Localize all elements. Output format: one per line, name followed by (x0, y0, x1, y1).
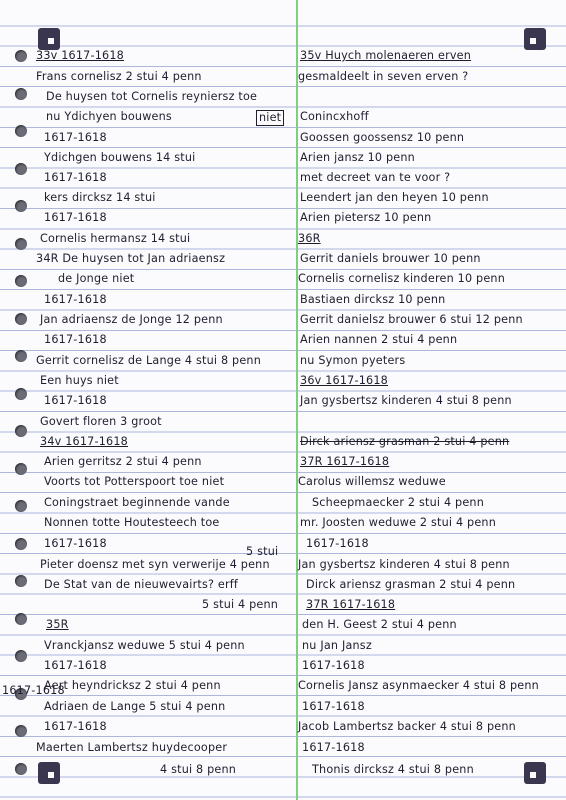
handwritten-line: Cornelis Jansz asynmaecker 4 stui 8 penn (298, 679, 539, 692)
handwritten-line: 37R 1617-1618 (300, 455, 390, 468)
punch-hole-icon (15, 650, 27, 662)
handwritten-line: Aert heyndricksz 2 stui 4 penn (44, 679, 221, 692)
handwritten-line: de Jonge niet (58, 272, 135, 285)
handwritten-line: nu Ydichyen bouwens (46, 110, 172, 123)
handwritten-line: Goossen goossensz 10 penn (300, 131, 465, 144)
punch-hole-icon (15, 575, 27, 587)
handwritten-line: 4 stui 8 penn (160, 763, 237, 776)
handwritten-line: Carolus willemsz weduwe (298, 475, 446, 488)
handwritten-line: 1617-1618 (44, 394, 107, 407)
handwritten-line: Adriaen de Lange 5 stui 4 penn (44, 700, 226, 713)
handwritten-line: 1617-1618 (44, 171, 107, 184)
handwritten-line: nu Symon pyeters (300, 354, 406, 367)
handwritten-line: Bastiaen dircksz 10 penn (300, 293, 446, 306)
handwritten-line: Coningstraet beginnende vande (44, 496, 230, 509)
handwritten-line: Een huys niet (40, 374, 119, 387)
punch-hole-icon (15, 538, 27, 550)
punch-hole-icon (15, 163, 27, 175)
handwritten-line: 37R 1617-1618 (306, 598, 396, 611)
handwritten-line: 5 stui (246, 545, 279, 558)
punch-hole-icon (15, 425, 27, 437)
handwritten-line: Jan gysbertsz kinderen 4 stui 8 penn (300, 394, 512, 407)
handwritten-line: Dirck ariensz grasman 2 stui 4 penn (306, 578, 516, 591)
handwritten-line: 34v 1617-1618 (40, 435, 128, 448)
handwritten-line: 1617-1618 (44, 131, 107, 144)
handwritten-line: Arien nannen 2 stui 4 penn (300, 333, 458, 346)
handwritten-line: met decreet van te voor ? (300, 171, 451, 184)
handwritten-line: Pieter doensz met syn verwerije 4 penn (40, 558, 270, 571)
handwritten-line: Jan adriaensz de Jonge 12 penn (40, 313, 223, 326)
handwritten-line: 1617-1618 (2, 684, 65, 697)
punch-hole-icon (15, 463, 27, 475)
handwritten-line: Scheepmaecker 2 stui 4 penn (312, 496, 484, 509)
handwritten-line: Gerrit cornelisz de Lange 4 stui 8 penn (36, 354, 261, 367)
punch-hole-icon (15, 200, 27, 212)
handwritten-line: Cornelis cornelisz kinderen 10 penn (298, 272, 505, 285)
handwritten-line: 1617-1618 (302, 700, 365, 713)
punch-hole-icon (15, 50, 27, 62)
handwritten-line: Voorts tot Potterspoort toe niet (44, 475, 225, 488)
handwritten-line: Arien jansz 10 penn (300, 151, 415, 164)
handwritten-line: 34R De huysen tot Jan adriaensz (36, 252, 226, 265)
handwritten-line: Gerrit danielsz brouwer 6 stui 12 penn (300, 313, 523, 326)
handwritten-line: Govert floren 3 groot (40, 415, 162, 428)
punch-hole-icon (15, 613, 27, 625)
handwritten-line: Maerten Lambertsz huydecooper (36, 741, 228, 754)
niet-boxed: niet (256, 110, 284, 126)
handwritten-line: De huysen tot Cornelis reyniersz toe (46, 90, 258, 103)
handwritten-line: mr. Joosten weduwe 2 stui 4 penn (300, 516, 497, 529)
handwritten-line: Arien pietersz 10 penn (300, 211, 432, 224)
handwritten-line: 1617-1618 (302, 659, 365, 672)
handwritten-line: den H. Geest 2 stui 4 penn (302, 618, 457, 631)
handwritten-line: 1617-1618 (306, 537, 369, 550)
handwritten-line: Frans cornelisz 2 stui 4 penn (36, 70, 202, 83)
handwritten-line: Arien gerritsz 2 stui 4 penn (44, 455, 202, 468)
handwritten-line: 1617-1618 (44, 333, 107, 346)
handwritten-line: Gerrit daniels brouwer 10 penn (300, 252, 481, 265)
punch-hole-icon (15, 725, 27, 737)
handwritten-line: De Stat van de nieuwevairts? erff (44, 578, 239, 591)
handwritten-line: 33v 1617-1618 (36, 49, 124, 62)
handwritten-line: Nonnen totte Houtesteech toe (44, 516, 220, 529)
handwritten-line: 5 stui 4 penn (202, 598, 279, 611)
handwritten-line: Ydichgen bouwens 14 stui (44, 151, 196, 164)
handwritten-line: Jacob Lambertsz backer 4 stui 8 penn (298, 720, 516, 733)
handwritten-line: 35v Huych molenaeren erven (300, 49, 472, 62)
handwritten-line: nu Jan Jansz (302, 639, 372, 652)
handwritten-line: 1617-1618 (302, 741, 365, 754)
handwritten-line: Thonis dircksz 4 stui 8 penn (312, 763, 474, 776)
handwritten-line: Leendert jan den heyen 10 penn (300, 191, 489, 204)
punch-hole-icon (15, 275, 27, 287)
punch-hole-icon (15, 763, 27, 775)
punch-hole-icon (15, 88, 27, 100)
handwritten-line: kers dircksz 14 stui (44, 191, 156, 204)
punch-hole-icon (15, 500, 27, 512)
handwritten-line: Jan gysbertsz kinderen 4 stui 8 penn (298, 558, 510, 571)
handwritten-line: 35R (46, 618, 69, 631)
handwritten-line: 1617-1618 (44, 537, 107, 550)
corner-mark-icon (38, 762, 60, 784)
corner-mark-icon (524, 762, 546, 784)
handwritten-line: gesmaldeelt in seven erven ? (298, 70, 469, 83)
handwritten-line: 36R (298, 232, 321, 245)
handwritten-line: Cornelis hermansz 14 stui (40, 232, 191, 245)
punch-hole-icon (15, 350, 27, 362)
handwritten-line: 1617-1618 (44, 659, 107, 672)
punch-hole-icon (15, 313, 27, 325)
handwritten-line: 1617-1618 (44, 211, 107, 224)
punch-hole-icon (15, 125, 27, 137)
punch-hole-icon (15, 388, 27, 400)
handwritten-line: Conincxhoff (300, 110, 369, 123)
handwritten-line: 1617-1618 (44, 720, 107, 733)
corner-mark-icon (524, 28, 546, 50)
handwritten-line: Dirck ariensz grasman 2 stui 4 penn (300, 435, 510, 448)
punch-hole-icon (15, 238, 27, 250)
handwritten-line: 1617-1618 (44, 293, 107, 306)
handwritten-line: Vranckjansz weduwe 5 stui 4 penn (44, 639, 245, 652)
corner-mark-icon (38, 28, 60, 50)
handwritten-line: 36v 1617-1618 (300, 374, 388, 387)
